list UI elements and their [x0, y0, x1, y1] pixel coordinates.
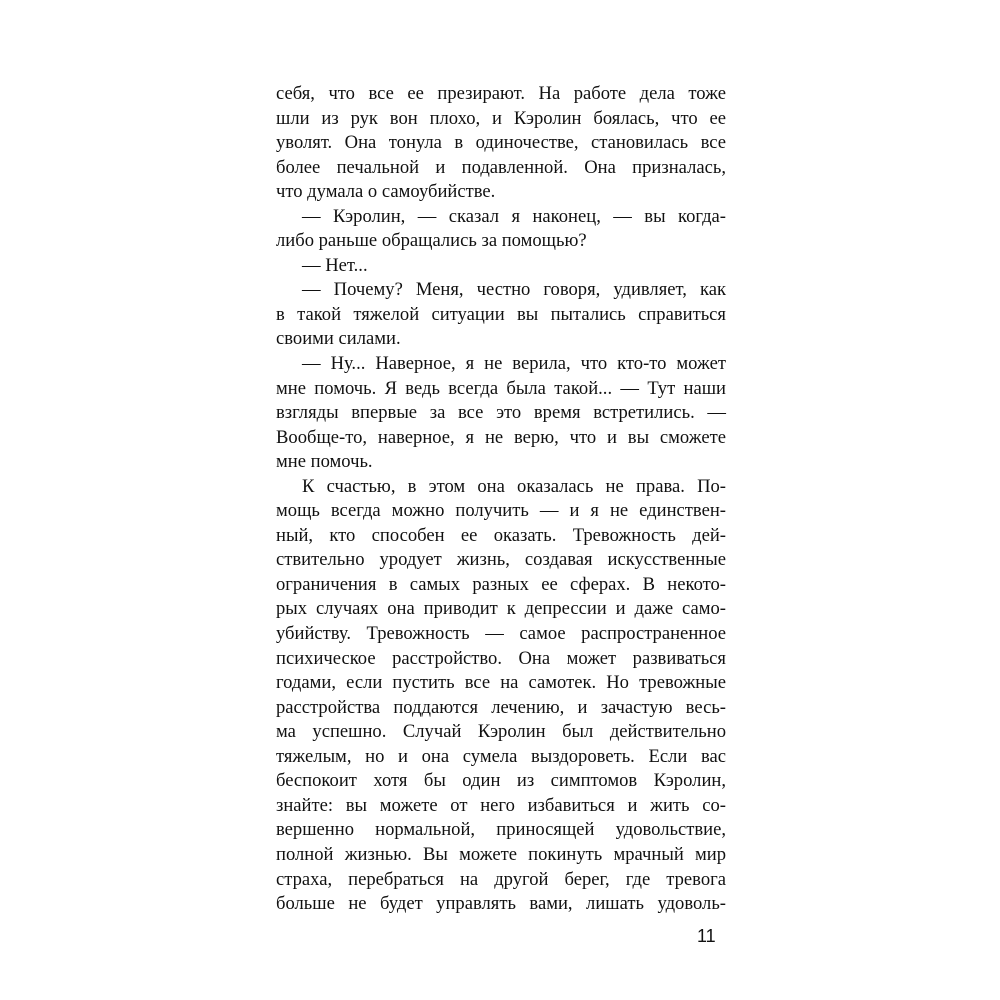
text-line: беспокоит хотя бы один из симптомов Кэролин, [276, 770, 726, 792]
text-line: Вообще-то, наверное, я не верю, что и вы сможете [276, 426, 726, 448]
text-line: — Кэролин, — сказал я наконец, — вы когда- [302, 205, 726, 227]
text-line: себя, что все ее презирают. На работе дела тоже [276, 83, 726, 104]
text-line: шли из рук вон плохо, и Кэролин боялась, что ее [276, 107, 726, 129]
text-line: ствительно уродует жизнь, создавая искусственные [276, 549, 726, 571]
text-line: тяжелым, но и она сумела выздороветь. Если вас [276, 745, 726, 767]
text-line: годами, если пустить все на самотек. Но тревожные [276, 672, 726, 694]
text-line: вершенно нормальной, приносящей удовольствие, [276, 819, 726, 841]
text-line: расстройства поддаются лечению, и зачастую весь- [276, 696, 726, 718]
text-line: своими силами. [276, 328, 401, 350]
text-line: страха, перебраться на другой берег, где тревога [276, 868, 726, 890]
text-line: — Ну... Наверное, я не верила, что кто-то может [302, 353, 726, 375]
text-line: ограничения в самых разных ее сферах. В некото- [276, 573, 726, 595]
text-line: более печальной и подавленной. Она призналась, [276, 156, 726, 178]
text-line: К счастью, в этом она оказалась не права. По- [302, 475, 726, 497]
page-number: 11 [697, 926, 716, 946]
text-line: мне помочь. Я ведь всегда была такой... — Тут наши [276, 377, 726, 399]
text-line: взгляды впервые за все это время встретились. — [276, 402, 726, 424]
page-text-block [276, 82, 726, 917]
text-line: ный, кто способен ее оказать. Тревожность дей- [276, 524, 726, 546]
text-line: в такой тяжелой ситуации вы пытались справиться [276, 303, 726, 325]
text-line: полной жизнью. Вы можете покинуть мрачный мир [276, 843, 726, 865]
text-line: что думала о самоубийстве. [276, 181, 496, 203]
text-line: уволят. Она тонула в одиночестве, становилась все [276, 132, 726, 154]
text-line: мне помочь. [276, 451, 373, 473]
text-line: больше не будет управлять вами, лишать удоволь- [276, 893, 726, 915]
text-line: рых случаях она приводит к депрессии и даже само- [276, 598, 726, 620]
text-line: убийству. Тревожность — самое распространенное [276, 623, 726, 645]
text-line: знайте: вы можете от него избавиться и жить со- [276, 794, 726, 816]
text-line: — Почему? Меня, честно говоря, удивляет, как [302, 279, 726, 301]
text-line: ма успешно. Случай Кэролин был действительно [276, 721, 726, 743]
text-line: — Нет... [302, 254, 368, 276]
text-line: мощь всегда можно получить — и я не единствен- [276, 500, 726, 522]
text-line: психическое расстройство. Она может развиваться [276, 647, 726, 669]
text-line: либо раньше обращались за помощью? [276, 230, 587, 252]
